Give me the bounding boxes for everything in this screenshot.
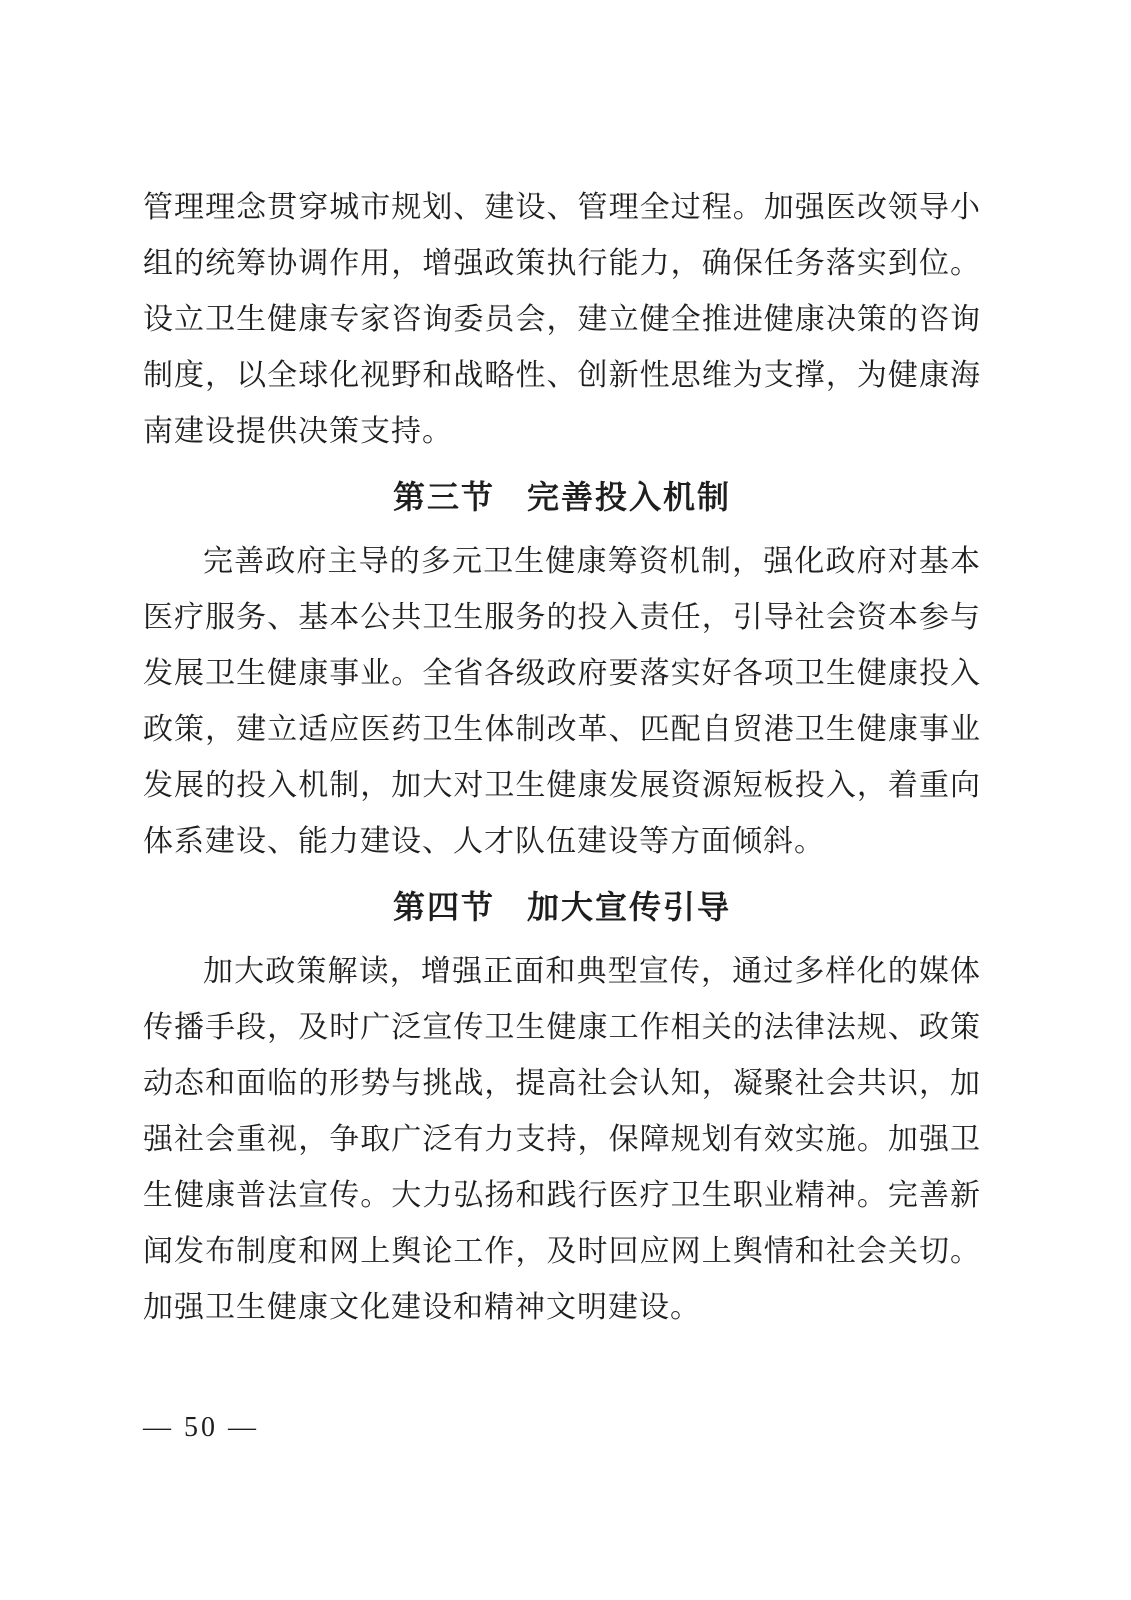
section-paragraph: 加大政策解读，增强正面和典型宣传，通过多样化的媒体传播手段，及时广泛宣传卫生健康工作相关的法律法规、政策动态和面临的形势与挑战，提高社会认知，凝聚社会共识，加强社会重视，争取广泛有力支持，保障规划有效实施。加强卫生健康普法宣传。大力弘扬和践行医疗卫生职业精神。完善新闻发布制度和网上舆论工作，及时回应网上舆情和社会关切。加强卫生健康文化建设和精神文明建设。 (143, 955, 981, 1324)
section-heading-4 (143, 879, 981, 935)
section-heading-3 (143, 469, 981, 525)
text-block (143, 180, 981, 1336)
section-heading-label: 第三节 (392, 479, 495, 515)
section-heading-title: 加大宣传引导 (527, 889, 732, 925)
section-paragraph: 完善政府主导的多元卫生健康筹资机制，强化政府对基本医疗服务、基本公共卫生服务的投入责任，引导社会资本参与发展卫生健康事业。全省各级政府要落实好各项卫生健康投入政策，建立适应医药卫生体制改革、匹配自贸港卫生健康事业发展的投入机制，加大对卫生健康发展资源短板投入，着重向体系建设、能力建设、人才队伍建设等方面倾斜。 (143, 545, 981, 858)
section-heading-title: 完善投入机制 (527, 479, 732, 515)
page-number: — 50 — (143, 1412, 259, 1443)
section-heading-label: 第四节 (392, 889, 495, 925)
paragraph-continued: 管理理念贯穿城市规划、建设、管理全过程。加强医改领导小组的统筹协调作用，增强政策执行能力，确保任务落实到位。设立卫生健康专家咨询委员会，建立健全推进健康决策的咨询制度，以全球化视野和战略性、创新性思维为支撑，为健康海南建设提供决策支持。 (143, 191, 981, 448)
